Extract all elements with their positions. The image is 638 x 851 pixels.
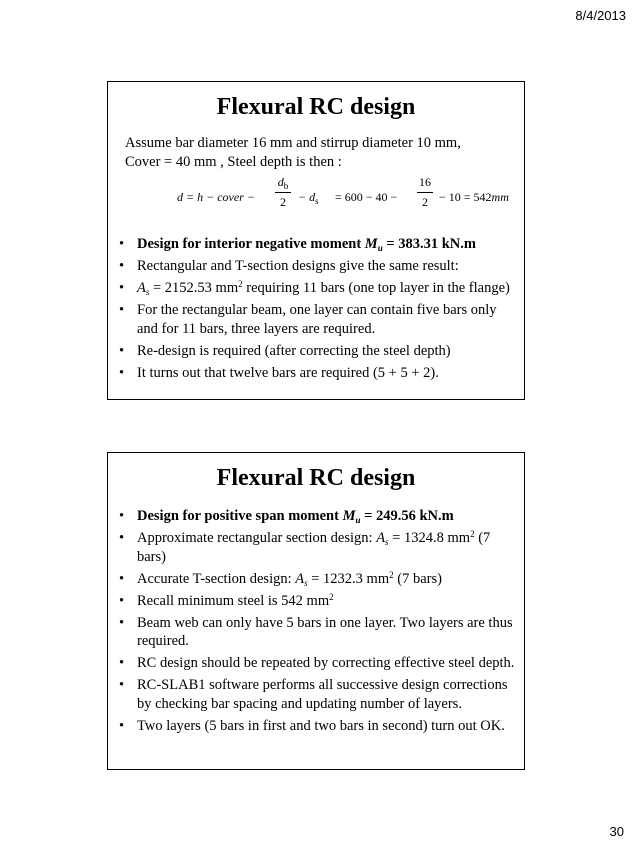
slide-bullets [108,235,524,382]
formula-mid2: = 600 − 40 − [335,190,398,205]
page-number: 30 [609,824,624,839]
formula-rhs: − 10 = 542mm [439,190,509,205]
slide-title: Flexural RC design [216,465,416,491]
steel-depth-formula [177,175,524,223]
slide-positive-moment [107,452,525,770]
bullet-software: • RC-SLAB1 software performs all successive design corrections by checking bar spacing and updating number of layers. [117,676,516,714]
formula-mid: − $d_s$ [298,190,319,207]
bullet-redesign: • Re-design is required (after correcting the steel depth) [117,342,516,361]
intro-line-1: Assume bar diameter 16 mm and stirrup diameter 10 mm, [125,135,461,152]
bullet-minimum-steel: • Recall minimum steel is 542 $mm^2$ [117,592,516,611]
bullet-accurate-design: • Accurate T-section design: $A_s = 1232.3$ $mm^2$ (7 bars) [117,570,516,589]
formula-lhs: d = h − cover − [177,190,255,205]
formula-frac2-den: 2 [422,195,428,210]
formula-fraction-16 [417,175,433,210]
slide-negative-moment [107,81,525,400]
slide-title: Flexural RC design [216,94,416,120]
formula-frac1-den: 2 [280,195,286,210]
formula-unit: mm [491,190,509,205]
formula-fraction-db [275,175,291,210]
slide-bullets [108,507,524,735]
formula-frac1-num: d [277,175,284,190]
bullet-twelve-bars: • It turns out that twelve bars are required (5 + 5 + 2). [117,364,516,383]
bullet-steel-area: • $A_s = 2152.53$ $mm^2$ requiring 11 bars (one top layer in the flange) [117,279,516,298]
formula-frac2-num: 16 [419,175,431,190]
bullet-repeat-design: • RC design should be repeated by correcting effective steel depth. [117,654,516,673]
bullet-layers: • For the rectangular beam, one layer can contain five bars only and for 11 bars, three layers are required. [117,301,516,339]
bullet-web-bars: • Beam web can only have 5 bars in one layer. Two layers are thus required. [117,614,516,652]
formula-mid-sub: s [315,196,319,207]
bullet-two-layers: • Two layers (5 bars in first and two bars in second) turn out OK. [117,717,516,736]
bullet-same-result: • Rectangular and T-section designs give the same result: [117,257,516,276]
formula-frac1-num-sub: b [283,181,289,192]
bullet-design-moment: • Design for interior negative moment $M_u = 383.31$ kN.m [117,235,516,254]
bullet-design-moment: • Design for positive span moment $M_u = 249.56$ kN.m [117,507,516,526]
slide-intro [125,134,524,171]
page-date: 8/4/2013 [575,8,626,23]
intro-line-2: Cover = 40 mm , Steel depth is then : [125,153,342,170]
bullet-approx-design: • Approximate rectangular section design: $A_s = 1324.8$ $mm^2$ (7 bars) [117,529,516,567]
